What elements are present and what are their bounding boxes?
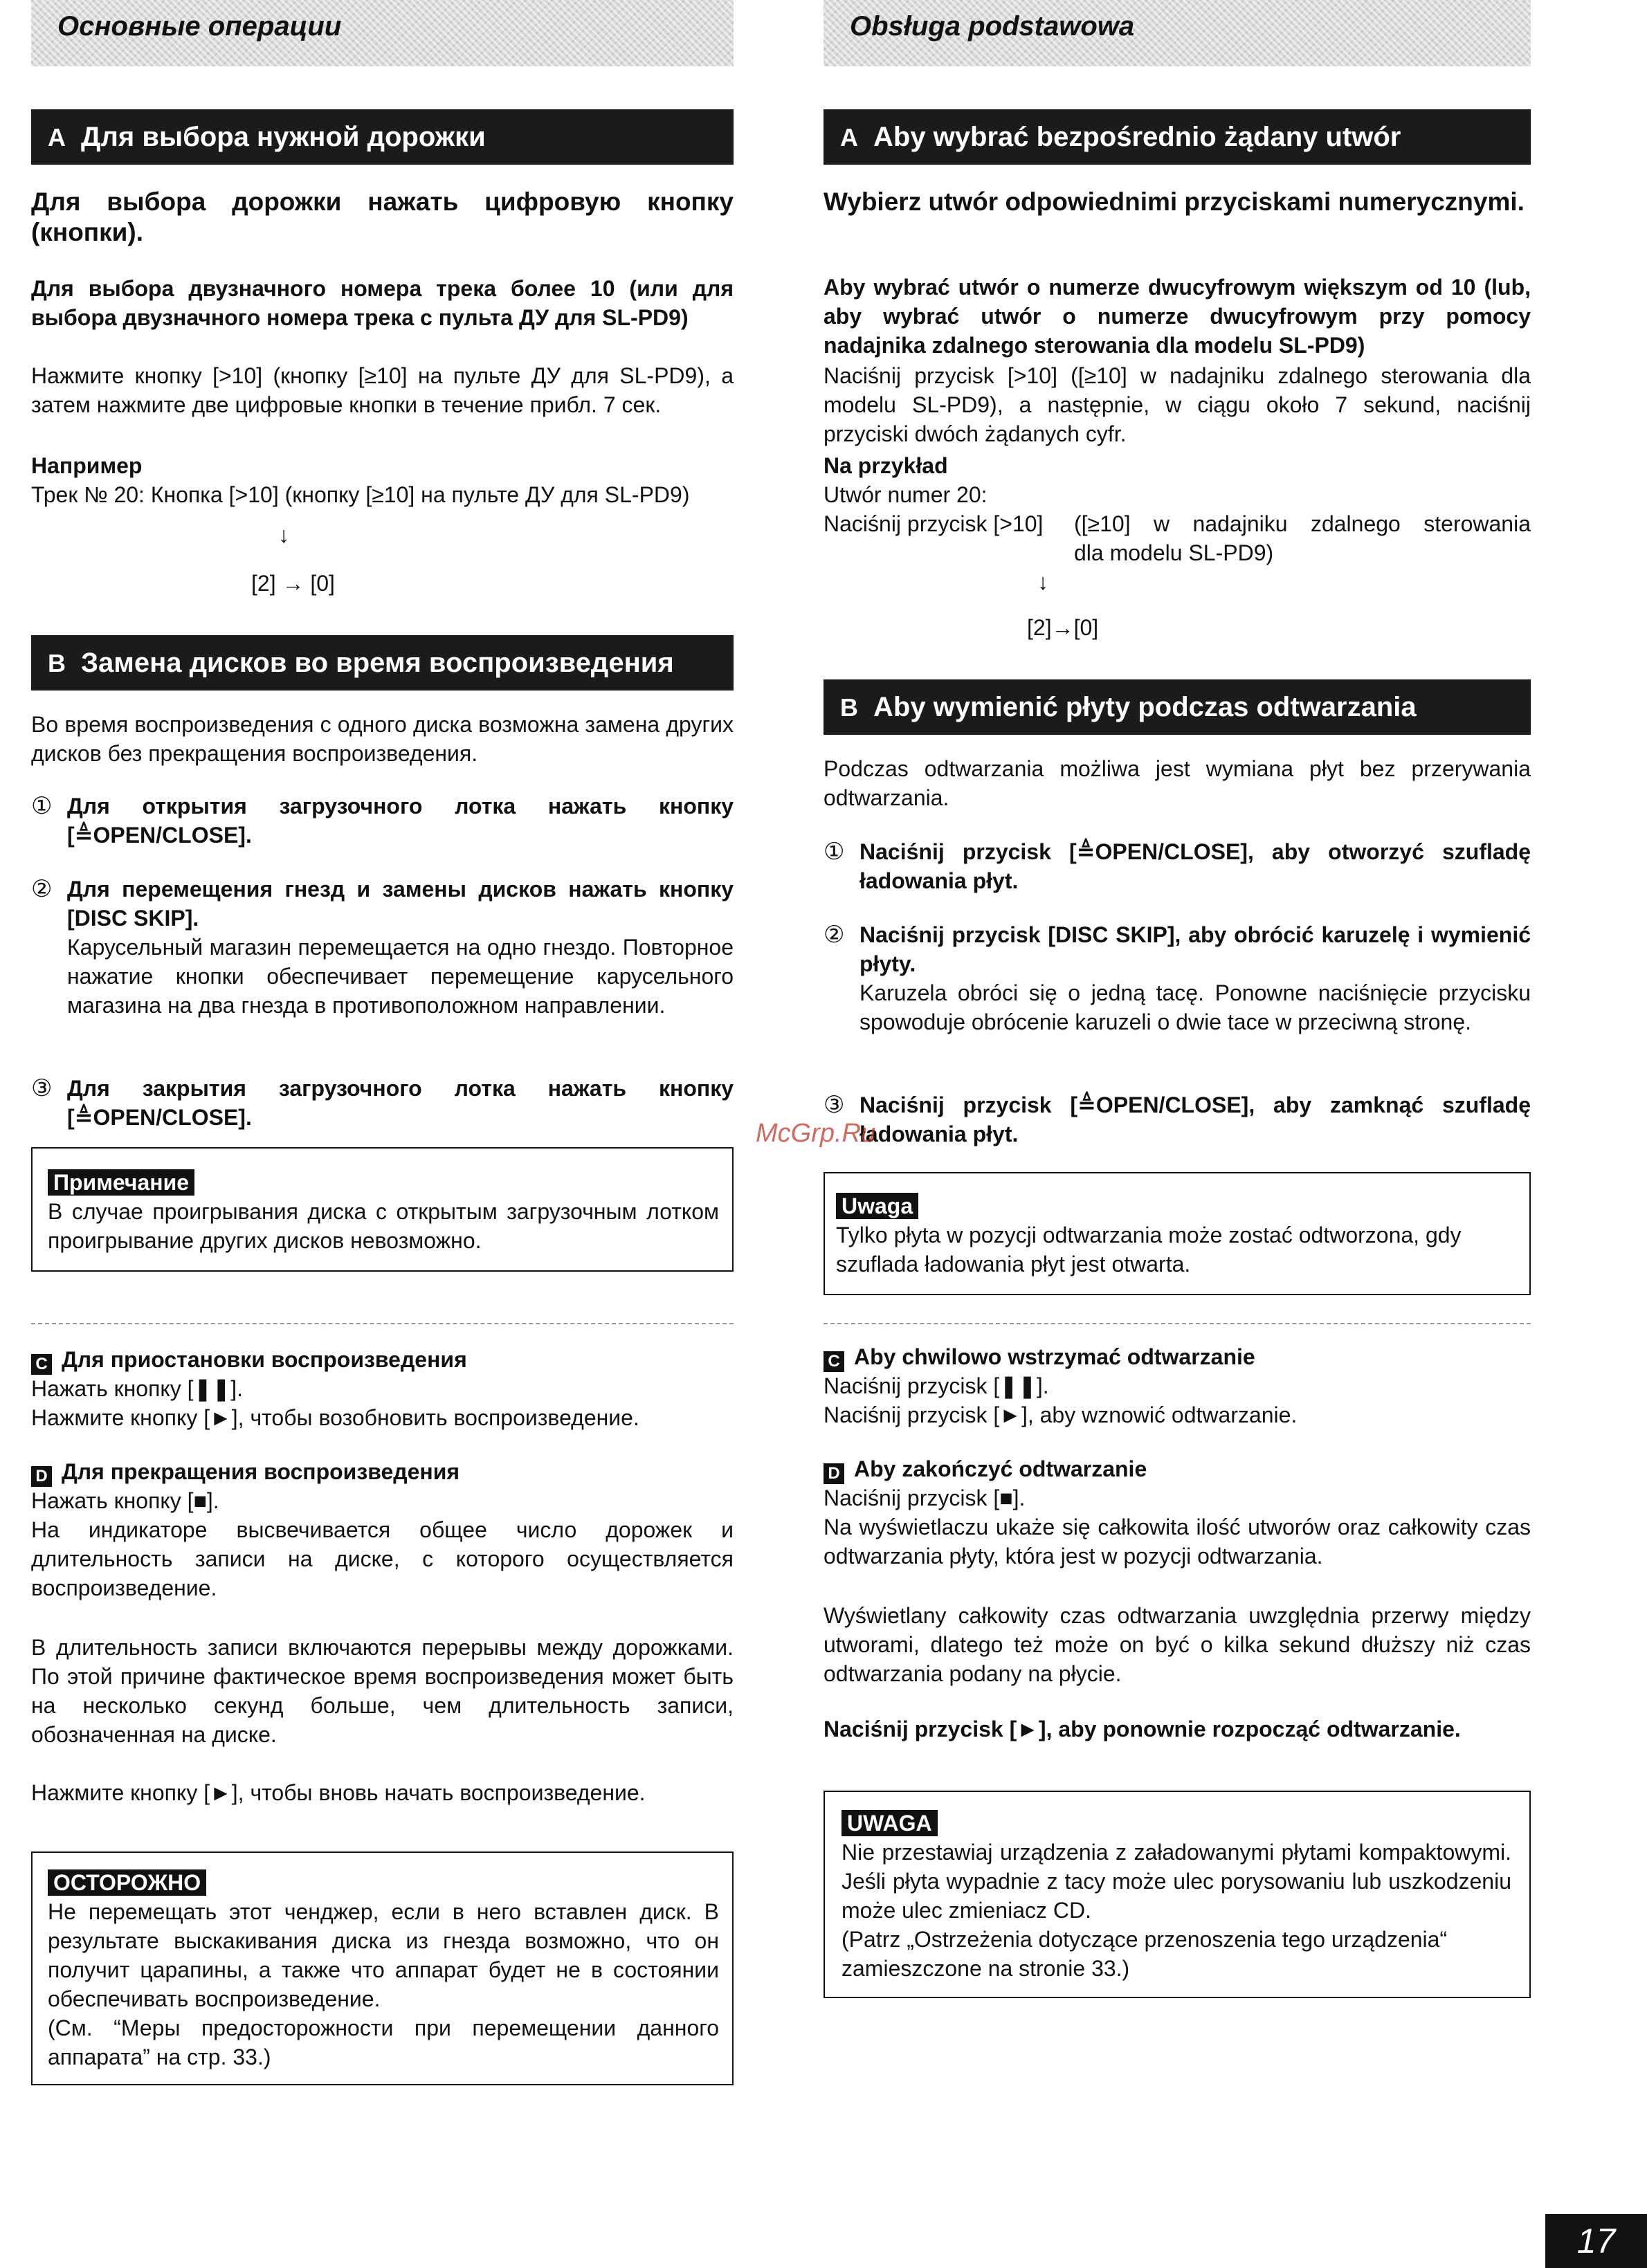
caution-label-ru: ОСТОРОЖНО: [48, 1869, 206, 1896]
section-a-title-pl: Aby wybrać bezpośrednio żądany utwór: [873, 122, 1401, 152]
section-c-title-ru: Для приостановки воспроизведения: [62, 1347, 467, 1372]
divider-ru: [31, 1323, 734, 1324]
section-b-intro-ru: Во время воспроизведения с одного диска возможна замена других дисков без прекращения воспроизведения.: [31, 712, 734, 766]
note-text-pl: Tylko płyta w pozycji odtwarzania może zostać odtworzona, gdy szuflada ładowania płyt jest otwarta.: [836, 1223, 1462, 1277]
step-number-ru: ③: [31, 1075, 53, 1101]
step-number-pl: ①: [824, 839, 845, 865]
note-label-ru: Примечание: [48, 1169, 194, 1196]
section-c-badge-ru: C: [31, 1354, 52, 1375]
step-number-pl: ③: [824, 1092, 845, 1118]
section-d-title-ru: Для прекращения воспроизведения: [62, 1459, 460, 1484]
section-a-lead-ru: Для выбора дорожки нажать цифровую кнопку (кнопки).: [31, 188, 734, 246]
section-b-bar-ru: [31, 635, 734, 691]
example-line-3-pl: dla modelu SL-PD9): [1074, 540, 1274, 565]
caution-text-pl: Nie przestawiaj urządzenia z załadowanymi płytami kompaktowymi. Jeśli płyta wypadnie z tacy może ulec porysowaniu lub uszkodzeniu może ulec zmieniacz CD.: [841, 1840, 1511, 1923]
page-number: 17: [1545, 2214, 1647, 2268]
caution-box-ru: [31, 1851, 734, 2085]
step-1-pl: [824, 837, 1531, 895]
stop-para-1-ru: На индикаторе высвечивается общее число дорожек и длительность записи на диске, с которого осуществляется воспроизведение.: [31, 1517, 734, 1600]
arrow-down-icon: ↓: [278, 522, 289, 547]
stop-para-2-ru: В длительность записи включаются перерывы между дорожками. По этой причине фактическое время воспроизведения может быть на несколько секунд больше, чем длительность записи, обозначенная на диске.: [31, 1635, 734, 1747]
step-3-ru: [31, 1074, 734, 1132]
section-d-badge-ru: D: [31, 1466, 52, 1487]
stop-para-3-pl: Naciśnij przycisk [►], aby ponownie rozpocząć odtwarzanie.: [824, 1717, 1461, 1741]
step-2-pl: [824, 920, 1531, 1036]
note-box-ru: [31, 1147, 734, 1272]
note-box-pl: [824, 1172, 1531, 1295]
section-a-body-ru: Нажмите кнопку [>10] (кнопку [≥10] на пульте ДУ для SL-PD9), а затем нажмите две цифровые кнопки в течение прибл. 7 сек.: [31, 363, 734, 417]
watermark-text: McGrp.Ru: [756, 1119, 876, 1148]
pause-line-ru: Нажать кнопку [❚❚].: [31, 1376, 243, 1401]
arrow-down-icon: ↓: [1037, 569, 1048, 594]
section-d-badge-pl: D: [824, 1463, 844, 1484]
section-c-heading-ru: [31, 1345, 734, 1375]
section-d-title-pl: Aby zakończyć odtwarzanie: [854, 1456, 1147, 1481]
example-line-ru: Трек № 20: Кнопка [>10] (кнопку [≥10] на пульте ДУ для SL-PD9): [31, 482, 690, 507]
example-line-2b-pl: ([≥10] w nadajniku zdalnego sterowania: [1074, 511, 1531, 536]
section-a-body-pl: Naciśnij przycisk [>10] ([≥10] w nadajniku zdalnego sterowania dla modelu SL-PD9), a następnie, w ciągu około 7 sekund, naciśnij przyciski dwóch żądanych cyfr.: [824, 363, 1531, 446]
caution-text-ru: Не перемещать этот ченджер, если в него вставлен диск. В результате выскакивания диска из гнезда возможно, что он получит царапины, а также что аппарат будет не в состоянии обеспечивать воспроизведение.: [48, 1899, 719, 2011]
section-b-letter-ru: B: [48, 649, 66, 677]
caution-box-pl: [824, 1791, 1531, 1998]
step-detail-pl: Karuzela obróci się o jedną tacę. Ponowne naciśnięcie przycisku spowoduje obrócenie karuzeli o dwie tace w przeciwną stronę.: [859, 980, 1531, 1034]
section-d-heading-ru: [31, 1457, 734, 1487]
section-c-badge-pl: C: [824, 1351, 844, 1372]
example-label-ru: Например: [31, 453, 143, 478]
stop-line-ru: Нажать кнопку [■].: [31, 1488, 219, 1513]
stop-line-pl: Naciśnij przycisk [■].: [824, 1485, 1026, 1510]
step-text-ru: Для перемещения гнезд и замены дисков нажать кнопку [DISC SKIP].: [67, 877, 734, 931]
note-text-ru: В случае проигрывания диска с открытым загрузочным лотком проигрывание других дисков невозможно.: [48, 1199, 719, 1253]
example-line-1-pl: Utwór numer 20:: [824, 482, 988, 507]
step-number-ru: ②: [31, 876, 53, 902]
step-text-pl: Naciśnij przycisk [≜OPEN/CLOSE], aby otworzyć szufladę ładowania płyt.: [859, 839, 1531, 893]
resume-line-ru: Нажмите кнопку [►], чтобы возобновить воспроизведение.: [31, 1405, 639, 1430]
resume-line-pl: Naciśnij przycisk [►], aby wznowić odtwarzanie.: [824, 1402, 1298, 1427]
pause-line-pl: Naciśnij przycisk [❚❚].: [824, 1373, 1049, 1398]
stop-para-3-ru: Нажмите кнопку [►], чтобы вновь начать воспроизведение.: [31, 1780, 646, 1805]
caution-ref-ru: (См. “Меры предосторожности при перемещении данного аппарата” на стр. 33.): [48, 2015, 719, 2069]
note-label-pl: Uwaga: [836, 1193, 918, 1219]
section-d-heading-pl: [824, 1454, 1531, 1484]
section-a-bar-ru: [31, 109, 734, 165]
example-line-2a-pl: Naciśnij przycisk [>10]: [824, 511, 1044, 536]
step-text-ru: Для закрытия загрузочного лотка нажать кнопку [≜OPEN/CLOSE].: [67, 1076, 734, 1130]
section-a-lead-pl: Wybierz utwór odpowiednimi przyciskami numerycznymi.: [824, 188, 1525, 216]
section-a-title-ru: Для выбора нужной дорожки: [81, 122, 486, 152]
section-a-letter-pl: A: [840, 123, 858, 152]
section-b-bar-pl: [824, 679, 1531, 735]
page-header-pl: [824, 0, 1531, 66]
section-c-heading-pl: [824, 1342, 1531, 1372]
divider-pl: [824, 1323, 1531, 1324]
section-a-subheading-pl: Aby wybrać utwór o numerze dwucyfrowym większym od 10 (lub, aby wybrać utwór o numerze dwucyfrowym przy pomocy nadajnika zdalnego sterowania dla modelu SL-PD9): [824, 275, 1531, 358]
header-title-ru: Основные операции: [57, 11, 342, 42]
section-b-intro-pl: Podczas odtwarzania możliwa jest wymiana płyt bez przerywania odtwarzania.: [824, 756, 1531, 810]
step-text-ru: Для открытия загрузочного лотка нажать кнопку [≜OPEN/CLOSE].: [67, 794, 734, 848]
button-sequence-ru: [2] → [0]: [251, 571, 335, 596]
example-label-pl: Na przykład: [824, 453, 948, 478]
caution-ref-pl: (Patrz „Ostrzeżenia dotyczące przenoszenia tego urządzenia“ zamieszczone na stronie 33.): [841, 1927, 1448, 1981]
stop-para-2-pl: Wyświetlany całkowity czas odtwarzania uwzględnia przerwy między utworami, dlatego też może on być o kilka sekund dłuższy niż czas odtwarzania podany na płycie.: [824, 1603, 1531, 1686]
page-header-ru: [31, 0, 734, 66]
section-a-subheading-ru: Для выбора двузначного номера трека более 10 (или для выбора двузначного номера трека с пульта ДУ для SL-PD9): [31, 276, 734, 330]
section-a-bar-pl: [824, 109, 1531, 165]
step-number-pl: ②: [824, 922, 845, 948]
button-sequence-pl: [2]→[0]: [1027, 615, 1099, 640]
step-2-ru: [31, 875, 734, 1020]
step-1-ru: [31, 792, 734, 850]
section-b-title-ru: Замена дисков во время воспроизведения: [81, 648, 674, 678]
section-a-letter-ru: A: [48, 123, 66, 152]
section-c-title-pl: Aby chwilowo wstrzymać odtwarzanie: [854, 1344, 1255, 1369]
step-text-pl: Naciśnij przycisk [DISC SKIP], aby obrócić karuzelę i wymienić płyty.: [859, 922, 1531, 976]
section-b-title-pl: Aby wymienić płyty podczas odtwarzania: [873, 692, 1417, 722]
step-text-pl: Naciśnij przycisk [≜OPEN/CLOSE], aby zamknąć szufladę ładowania płyt.: [859, 1092, 1531, 1146]
header-title-pl: Obsługa podstawowa: [850, 11, 1135, 42]
section-b-letter-pl: B: [840, 693, 858, 722]
step-number-ru: ①: [31, 793, 53, 819]
stop-para-1-pl: Na wyświetlaczu ukaże się całkowita ilość utworów oraz całkowity czas odtwarzania płyty, która jest w pozycji odtwarzania.: [824, 1515, 1531, 1569]
step-3-pl: [824, 1090, 1531, 1149]
step-detail-ru: Карусельный магазин перемещается на одно гнездо. Повторное нажатие кнопки обеспечивает перемещение карусельного магазина на два гнезда в противоположном направлении.: [67, 935, 734, 1018]
caution-label-pl: UWAGA: [841, 1810, 938, 1836]
